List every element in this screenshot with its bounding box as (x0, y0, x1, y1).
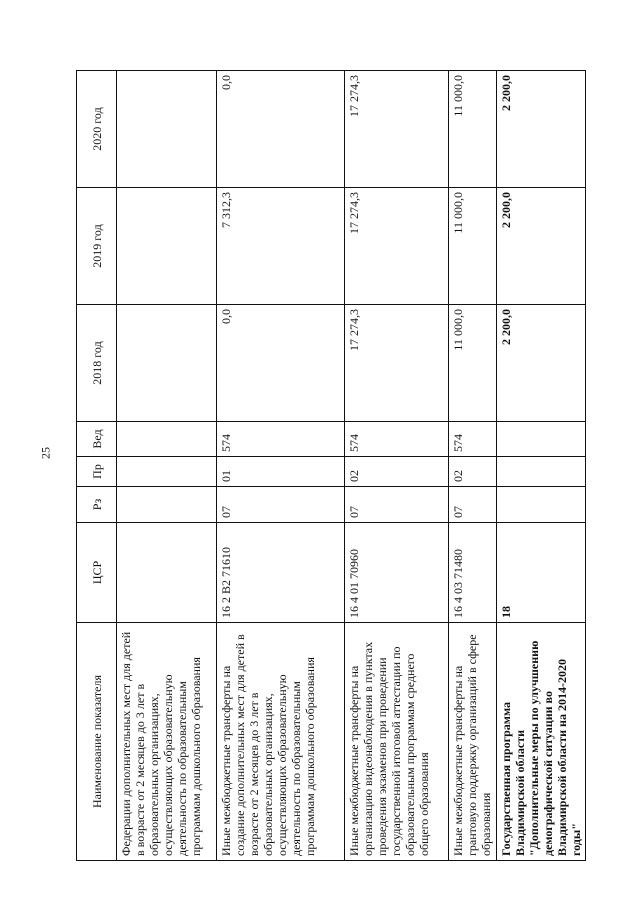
row-csr: 18 (497, 523, 586, 623)
row-2018 (117, 305, 217, 422)
row-ved (497, 422, 586, 457)
row-rz: 07 (345, 487, 449, 523)
row-2020 (117, 71, 217, 188)
row-2020: 17 274,3 (345, 71, 449, 188)
table-header-row (77, 71, 117, 861)
table-row (117, 71, 217, 861)
row-pr: 02 (345, 457, 449, 487)
row-ved (117, 422, 217, 457)
row-csr (117, 523, 217, 623)
header-2019: 2019 год (77, 188, 117, 305)
row-2020: 0,0 (217, 71, 345, 188)
row-name: Иные межбюджетные трансферты на организацию видеонаблюдения в пунктах проведения экзаменов при проведении государственной итоговой аттестации по образовательным программам среднего общего образования (345, 623, 449, 861)
row-2018: 17 274,3 (345, 305, 449, 422)
table-row (449, 71, 497, 861)
budget-table (76, 70, 586, 861)
row-name: Иные межбюджетные трансферты на создание дополнительных мест для детей в возрасте от 2 месяцев до 3 лет в образовательных организациях, осуществляющих образовательную деятельность по образовательным программам дошкольного образования (217, 623, 345, 861)
row-2020: 2 200,0 (497, 71, 586, 188)
row-2019: 11 000,0 (449, 188, 497, 305)
row-name: Государственная программа Владимирской области "Дополнительные меры по улучшению демографической ситуации во Владимирской области на 2014-2020 годы" (497, 623, 586, 861)
header-csr: ЦСР (77, 523, 117, 623)
table-row (217, 71, 345, 861)
row-2019: 17 274,3 (345, 188, 449, 305)
row-rz (117, 487, 217, 523)
row-2019: 7 312,3 (217, 188, 345, 305)
row-name: Федерации дополнительных мест для детей в возрасте от 2 месяцев до 3 лет в образовательных организациях, осуществляющих образовательную деятельность по образовательным программам дошкольного образования (117, 623, 217, 861)
header-rz: Рз (77, 487, 117, 523)
page-number: 25 (38, 447, 53, 459)
row-rz: 07 (217, 487, 345, 523)
row-2020: 11 000,0 (449, 71, 497, 188)
row-csr: 16 4 03 71480 (449, 523, 497, 623)
header-pr: Пр (77, 457, 117, 487)
row-csr: 16 2 В2 71610 (217, 523, 345, 623)
row-pr: 02 (449, 457, 497, 487)
row-ved: 574 (449, 422, 497, 457)
row-2019: 2 200,0 (497, 188, 586, 305)
row-ved: 574 (217, 422, 345, 457)
row-name: Иные межбюджетные трансферты на грантовую поддержку организаций в сфере образования (449, 623, 497, 861)
row-pr (497, 457, 586, 487)
row-2018: 0,0 (217, 305, 345, 422)
row-ved: 574 (345, 422, 449, 457)
row-2018: 11 000,0 (449, 305, 497, 422)
header-name: Наименование показателя (77, 623, 117, 861)
table-row (497, 71, 586, 861)
row-2019 (117, 188, 217, 305)
table-row (345, 71, 449, 861)
header-ved: Вед (77, 422, 117, 457)
header-2018: 2018 год (77, 305, 117, 422)
row-rz: 07 (449, 487, 497, 523)
row-rz (497, 487, 586, 523)
row-pr: 01 (217, 457, 345, 487)
header-2020: 2020 год (77, 71, 117, 188)
row-pr (117, 457, 217, 487)
row-2018: 2 200,0 (497, 305, 586, 422)
row-csr: 16 4 01 70960 (345, 523, 449, 623)
rotated-table-container (76, 71, 583, 861)
